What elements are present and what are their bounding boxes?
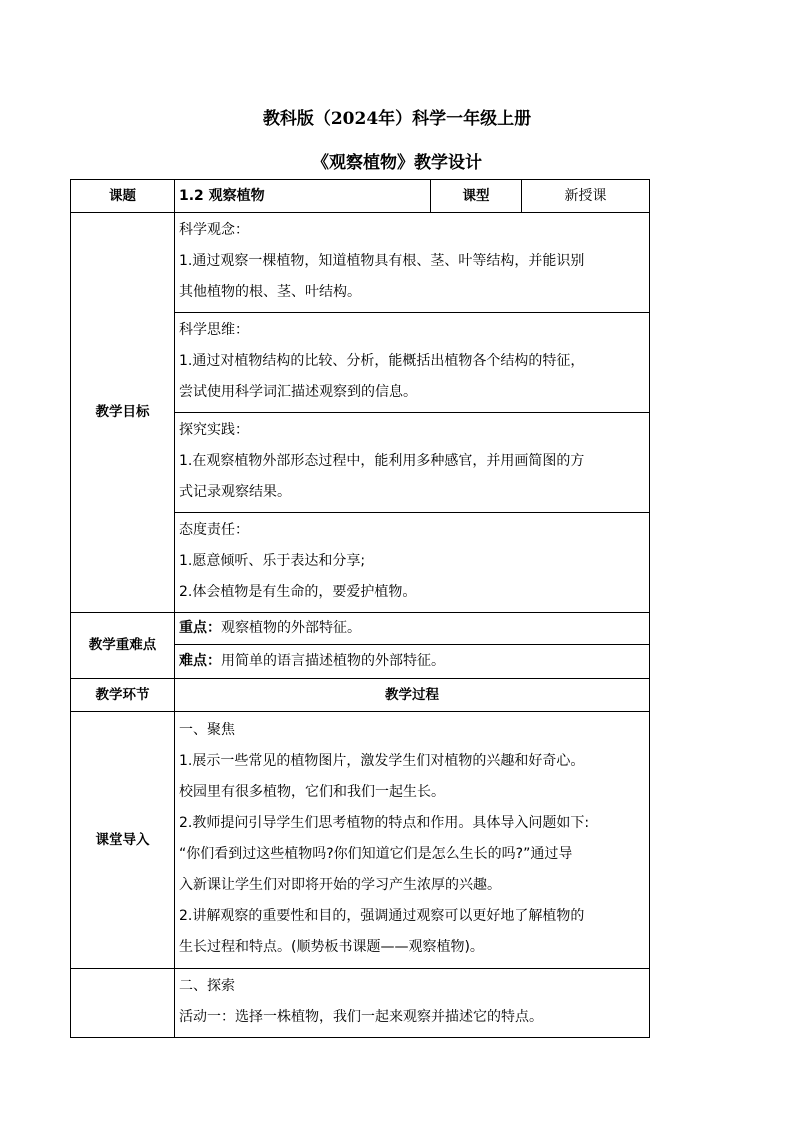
objective-line: 1.愿意倾听、乐于表达和分享;	[179, 553, 366, 569]
objective-line: 1.通过观察一棵植物，知道植物具有根、茎、叶等结构，并能识别	[179, 253, 585, 269]
lesson-plan-table	[70, 179, 650, 1038]
objectives-label: 教学目标	[71, 213, 175, 613]
explore-line: 二、探索	[179, 978, 235, 994]
objective-line: 2.体会植物是有生命的，要爱护植物。	[179, 584, 417, 600]
objective-heading: 科学思维：	[179, 322, 249, 338]
intro-line: 入新课让学生们对即将开始的学习产生浓厚的兴趣。	[179, 877, 501, 893]
objective-section	[175, 313, 650, 413]
intro-line: 1.展示一些常见的植物图片，激发学生们对植物的兴趣和好奇心。	[179, 753, 585, 769]
intro-line: 校园里有很多植物，它们和我们一起生长。	[179, 784, 445, 800]
objective-line: 其他植物的根、茎、叶结构。	[179, 284, 361, 300]
intro-line: 一、聚焦	[179, 722, 235, 738]
explore-content	[175, 969, 650, 1038]
topic-label: 课题	[71, 180, 175, 213]
intro-row	[71, 712, 650, 969]
difficulty-cell	[175, 645, 650, 679]
objective-heading: 科学观念：	[179, 222, 249, 238]
intro-line: 2.教师提问引导学生们思考植物的特点和作用。具体导入问题如下:	[179, 815, 590, 831]
focus-text: 观察植物的外部特征。	[221, 620, 361, 636]
key-points-label: 教学重难点	[71, 613, 175, 679]
explore-label	[71, 969, 175, 1038]
topic-row	[71, 180, 650, 213]
intro-label: 课堂导入	[71, 712, 175, 969]
objective-section	[175, 213, 650, 313]
explore-row	[71, 969, 650, 1038]
objective-section	[175, 513, 650, 613]
key-points-row	[71, 613, 650, 645]
type-value: 新授课	[522, 180, 650, 213]
objective-line: 式记录观察结果。	[179, 484, 291, 500]
objective-heading: 探究实践：	[179, 422, 249, 438]
intro-line: “你们看到过这些植物吗?你们知道它们是怎么生长的吗?”通过导	[179, 846, 573, 862]
objective-section	[175, 413, 650, 513]
stage-header: 教学环节	[71, 679, 175, 712]
explore-line: 活动一：选择一株植物，我们一起来观察并描述它的特点。	[179, 1009, 543, 1025]
intro-line: 2.讲解观察的重要性和目的，强调通过观察可以更好地了解植物的	[179, 908, 585, 924]
objective-line: 尝试使用科学词汇描述观察到的信息。	[179, 384, 417, 400]
document-title: 教科版（2024年）科学一年级上册	[262, 109, 532, 129]
focus-cell	[175, 613, 650, 645]
intro-line: 生长过程和特点。(顺势板书课题——观察植物)。	[179, 939, 484, 955]
objective-heading: 态度责任：	[179, 522, 249, 538]
type-label: 课型	[431, 180, 522, 213]
lesson-title: 《观察植物》教学设计	[312, 153, 482, 173]
difficulty-label: 难点：	[179, 653, 221, 669]
objectives-row	[71, 213, 650, 313]
intro-content	[175, 712, 650, 969]
objective-line: 1.通过对植物结构的比较、分析，能概括出植物各个结构的特征，	[179, 353, 585, 369]
process-header-row	[71, 679, 650, 712]
objective-line: 1.在观察植物外部形态过程中，能利用多种感官，并用画简图的方	[179, 453, 585, 469]
difficulty-text: 用简单的语言描述植物的外部特征。	[221, 653, 445, 669]
process-header: 教学过程	[175, 679, 650, 712]
focus-label: 重点：	[179, 620, 221, 636]
topic-value: 1.2 观察植物	[175, 180, 431, 213]
